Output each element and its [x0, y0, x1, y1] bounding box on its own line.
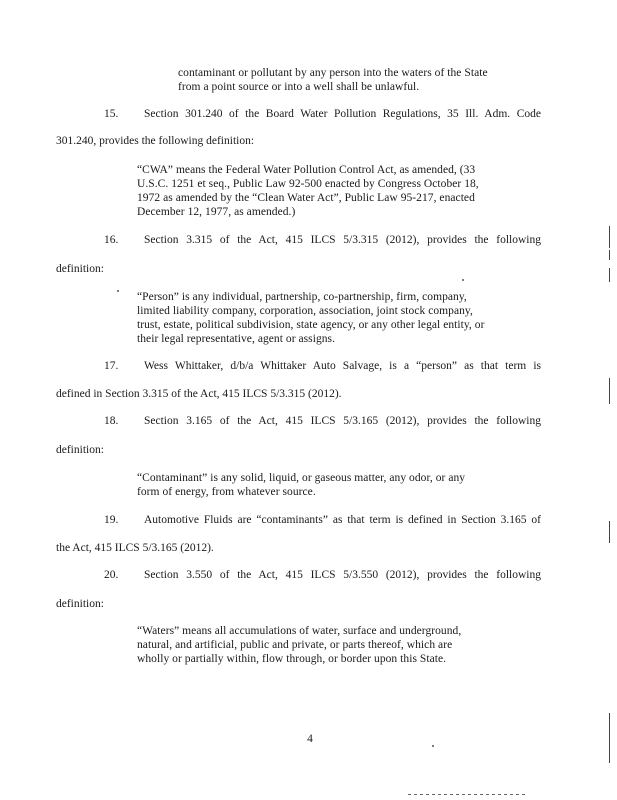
- intro-quote-line: from a point source or into a well shall be unlawful.: [178, 81, 420, 93]
- scan-speck: [117, 290, 119, 292]
- paragraph-continuation: defined in Section 3.315 of the Act, 415 ILCS 5/3.315 (2012).: [56, 388, 342, 400]
- contaminant-definition-line: “Contaminant” is any solid, liquid, or gaseous matter, any odor, or any: [137, 472, 466, 484]
- paragraph-first-line: Section 3.315 of the Act, 415 ILCS 5/3.315 (2012), provides the following: [144, 234, 541, 246]
- waters-definition-line: wholly or partially within, flow through, or border upon this State.: [137, 653, 447, 665]
- page-number: 4: [307, 733, 313, 745]
- person-definition-line: their legal representative, agent or assigns.: [137, 333, 335, 345]
- paragraph-number: 16.: [104, 234, 119, 246]
- paragraph-continuation: the Act, 415 ILCS 5/3.165 (2012).: [56, 542, 214, 554]
- cwa-definition-line: U.S.C. 1251 et seq., Public Law 92-500 enacted by Congress October 18,: [137, 178, 479, 190]
- margin-mark: [609, 378, 610, 404]
- paragraph-first-line: Section 301.240 of the Board Water Pollution Regulations, 35 Ill. Adm. Code: [144, 108, 541, 120]
- margin-mark: [609, 521, 610, 543]
- person-definition-line: limited liability company, corporation, association, joint stock company,: [137, 305, 473, 317]
- margin-mark: [609, 250, 610, 260]
- paragraph-continuation: definition:: [56, 598, 104, 610]
- cwa-definition-line: 1972 as amended by the “Clean Water Act”, Public Law 95-217, enacted: [137, 192, 475, 204]
- cwa-definition-line: December 12, 1977, as amended.): [137, 206, 296, 218]
- margin-mark: [609, 226, 610, 248]
- paragraph-first-line: Section 3.550 of the Act, 415 ILCS 5/3.550 (2012), provides the following: [144, 569, 541, 581]
- paragraph-number: 19.: [104, 514, 119, 526]
- person-definition-line: trust, estate, political subdivision, state agency, or any other legal entity, or: [137, 319, 485, 331]
- person-definition-line: “Person” is any individual, partnership, co-partnership, firm, company,: [137, 291, 467, 303]
- waters-definition-line: “Waters” means all accumulations of water, surface and underground,: [137, 625, 462, 637]
- contaminant-definition-line: form of energy, from whatever source.: [137, 486, 316, 498]
- scan-speck: [462, 279, 464, 281]
- paragraph-number: 20.: [104, 569, 119, 581]
- paragraph-first-line: Wess Whittaker, d/b/a Whittaker Auto Salvage, is a “person” as that term is: [144, 360, 541, 372]
- margin-mark: [609, 268, 610, 282]
- paragraph-continuation: 301.240, provides the following definition:: [56, 135, 255, 147]
- paragraph-number: 17.: [104, 360, 119, 372]
- paragraph-continuation: definition:: [56, 444, 104, 456]
- paragraph-continuation: definition:: [56, 263, 104, 275]
- paragraph-first-line: Section 3.165 of the Act, 415 ILCS 5/3.165 (2012), provides the following: [144, 415, 541, 427]
- scan-dotted-line: [408, 794, 526, 795]
- paragraph-number: 15.: [104, 108, 119, 120]
- scan-speck: [432, 745, 434, 747]
- cwa-definition-line: “CWA” means the Federal Water Pollution Control Act, as amended, (33: [137, 164, 476, 176]
- paragraph-first-line: Automotive Fluids are “contaminants” as that term is defined in Section 3.165 of: [144, 514, 541, 526]
- waters-definition-line: natural, and artificial, public and private, or parts thereof, which are: [137, 639, 453, 651]
- intro-quote-line: contaminant or pollutant by any person into the waters of the State: [178, 67, 488, 79]
- margin-mark: [609, 713, 610, 763]
- paragraph-number: 18.: [104, 415, 119, 427]
